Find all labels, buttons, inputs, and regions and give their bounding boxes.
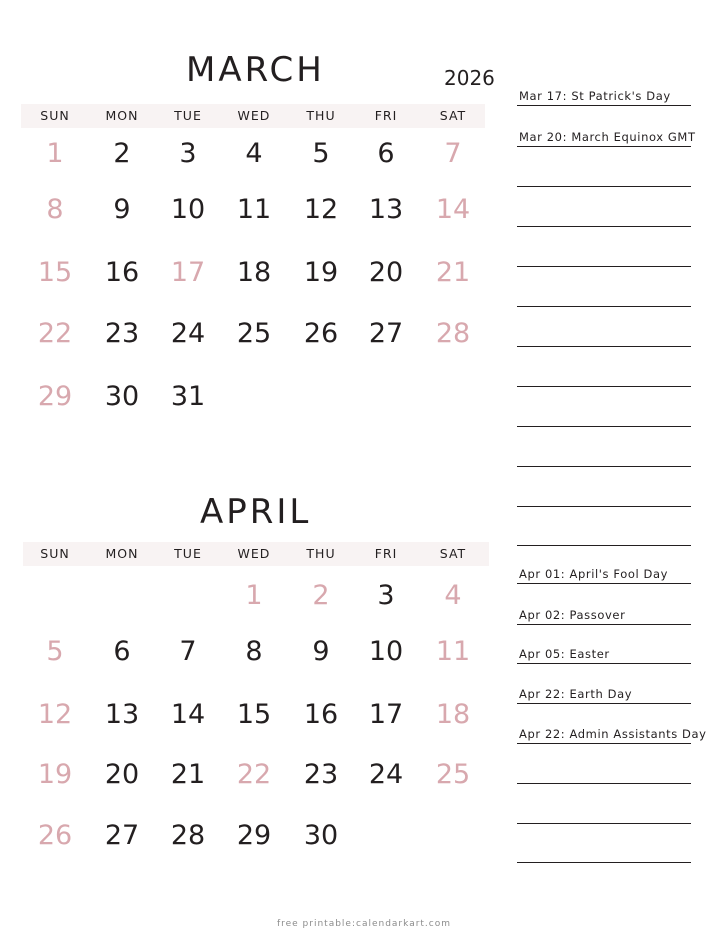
note-line xyxy=(517,783,691,784)
day-cell: 13 xyxy=(368,194,404,225)
weekday-thu: THU xyxy=(306,108,336,123)
weekday-fri: FRI xyxy=(374,108,398,123)
day-cell: 26 xyxy=(303,318,339,349)
holiday-note: Apr 01: April's Fool Day xyxy=(519,567,669,581)
day-cell: 2 xyxy=(113,138,131,169)
weekday-tue: TUE xyxy=(174,108,202,123)
day-cell: 26 xyxy=(37,820,73,851)
day-cell: 21 xyxy=(435,257,471,288)
day-cell: 13 xyxy=(104,699,140,730)
day-cell: 3 xyxy=(179,138,197,169)
day-cell: 24 xyxy=(368,759,404,790)
day-cell: 25 xyxy=(435,759,471,790)
day-cell: 4 xyxy=(245,138,263,169)
holiday-note: Apr 05: Easter xyxy=(519,647,610,661)
month-title-april: APRIL xyxy=(200,492,312,532)
day-cell: 5 xyxy=(46,636,64,667)
day-cell: 17 xyxy=(368,699,404,730)
day-cell: 15 xyxy=(37,257,73,288)
weekday-sun: SUN xyxy=(40,546,70,561)
day-cell: 28 xyxy=(170,820,206,851)
day-cell: 18 xyxy=(236,257,272,288)
weekday-wed: WED xyxy=(237,546,271,561)
weekday-mon: MON xyxy=(105,546,139,561)
weekday-wed: WED xyxy=(237,108,271,123)
day-cell: 24 xyxy=(170,318,206,349)
note-line xyxy=(517,186,691,187)
day-cell: 16 xyxy=(303,699,339,730)
note-line xyxy=(517,624,691,625)
weekday-sun: SUN xyxy=(40,108,70,123)
holiday-note: Apr 02: Passover xyxy=(519,608,626,622)
note-line xyxy=(517,146,691,147)
footer-credit: free printable:calendarkart.com xyxy=(276,919,452,929)
day-cell: 4 xyxy=(444,580,462,611)
day-cell: 31 xyxy=(170,381,206,412)
day-cell: 17 xyxy=(170,257,206,288)
day-cell: 29 xyxy=(236,820,272,851)
day-cell: 20 xyxy=(104,759,140,790)
day-cell: 6 xyxy=(113,636,131,667)
month-title-march: MARCH xyxy=(186,50,325,90)
day-cell: 23 xyxy=(104,318,140,349)
day-cell: 12 xyxy=(37,699,73,730)
day-cell: 10 xyxy=(368,636,404,667)
day-cell: 11 xyxy=(236,194,272,225)
weekday-sat: SAT xyxy=(439,546,467,561)
holiday-note: Mar 17: St Patrick's Day xyxy=(519,89,671,103)
note-line xyxy=(517,703,691,704)
day-cell: 8 xyxy=(245,636,263,667)
day-cell: 7 xyxy=(179,636,197,667)
day-cell: 8 xyxy=(46,194,64,225)
note-line xyxy=(517,346,691,347)
note-line xyxy=(517,506,691,507)
holiday-note: Apr 22: Earth Day xyxy=(519,687,633,701)
day-cell: 16 xyxy=(104,257,140,288)
day-cell: 25 xyxy=(236,318,272,349)
day-cell: 29 xyxy=(37,381,73,412)
day-cell: 30 xyxy=(303,820,339,851)
day-cell: 15 xyxy=(236,699,272,730)
day-cell: 22 xyxy=(37,318,73,349)
note-line xyxy=(517,266,691,267)
holiday-note: Mar 20: March Equinox GMT xyxy=(519,130,696,144)
day-cell: 30 xyxy=(104,381,140,412)
day-cell: 14 xyxy=(170,699,206,730)
day-cell: 28 xyxy=(435,318,471,349)
note-line xyxy=(517,466,691,467)
note-line xyxy=(517,105,691,106)
day-cell: 6 xyxy=(377,138,395,169)
day-cell: 22 xyxy=(236,759,272,790)
year-label: 2026 xyxy=(444,66,495,90)
weekday-tue: TUE xyxy=(174,546,202,561)
day-cell: 7 xyxy=(444,138,462,169)
note-line xyxy=(517,545,691,546)
day-cell: 5 xyxy=(312,138,330,169)
day-cell: 19 xyxy=(303,257,339,288)
weekday-sat: SAT xyxy=(439,108,467,123)
note-line xyxy=(517,862,691,863)
day-cell: 1 xyxy=(245,580,263,611)
day-cell: 18 xyxy=(435,699,471,730)
day-cell: 3 xyxy=(377,580,395,611)
day-cell: 2 xyxy=(312,580,330,611)
day-cell: 21 xyxy=(170,759,206,790)
weekday-header-april xyxy=(23,542,489,566)
weekday-fri: FRI xyxy=(374,546,398,561)
weekday-header-march xyxy=(21,104,485,128)
day-cell: 20 xyxy=(368,257,404,288)
day-cell: 19 xyxy=(37,759,73,790)
note-line xyxy=(517,226,691,227)
note-line xyxy=(517,306,691,307)
weekday-mon: MON xyxy=(105,108,139,123)
note-line xyxy=(517,583,691,584)
note-line xyxy=(517,426,691,427)
weekday-thu: THU xyxy=(306,546,336,561)
note-line xyxy=(517,386,691,387)
day-cell: 1 xyxy=(46,138,64,169)
note-line xyxy=(517,663,691,664)
day-cell: 12 xyxy=(303,194,339,225)
day-cell: 11 xyxy=(435,636,471,667)
day-cell: 14 xyxy=(435,194,471,225)
note-line xyxy=(517,743,691,744)
day-cell: 23 xyxy=(303,759,339,790)
day-cell: 27 xyxy=(104,820,140,851)
holiday-note: Apr 22: Admin Assistants Day xyxy=(519,727,707,741)
note-line xyxy=(517,823,691,824)
day-cell: 10 xyxy=(170,194,206,225)
day-cell: 27 xyxy=(368,318,404,349)
day-cell: 9 xyxy=(312,636,330,667)
day-cell: 9 xyxy=(113,194,131,225)
